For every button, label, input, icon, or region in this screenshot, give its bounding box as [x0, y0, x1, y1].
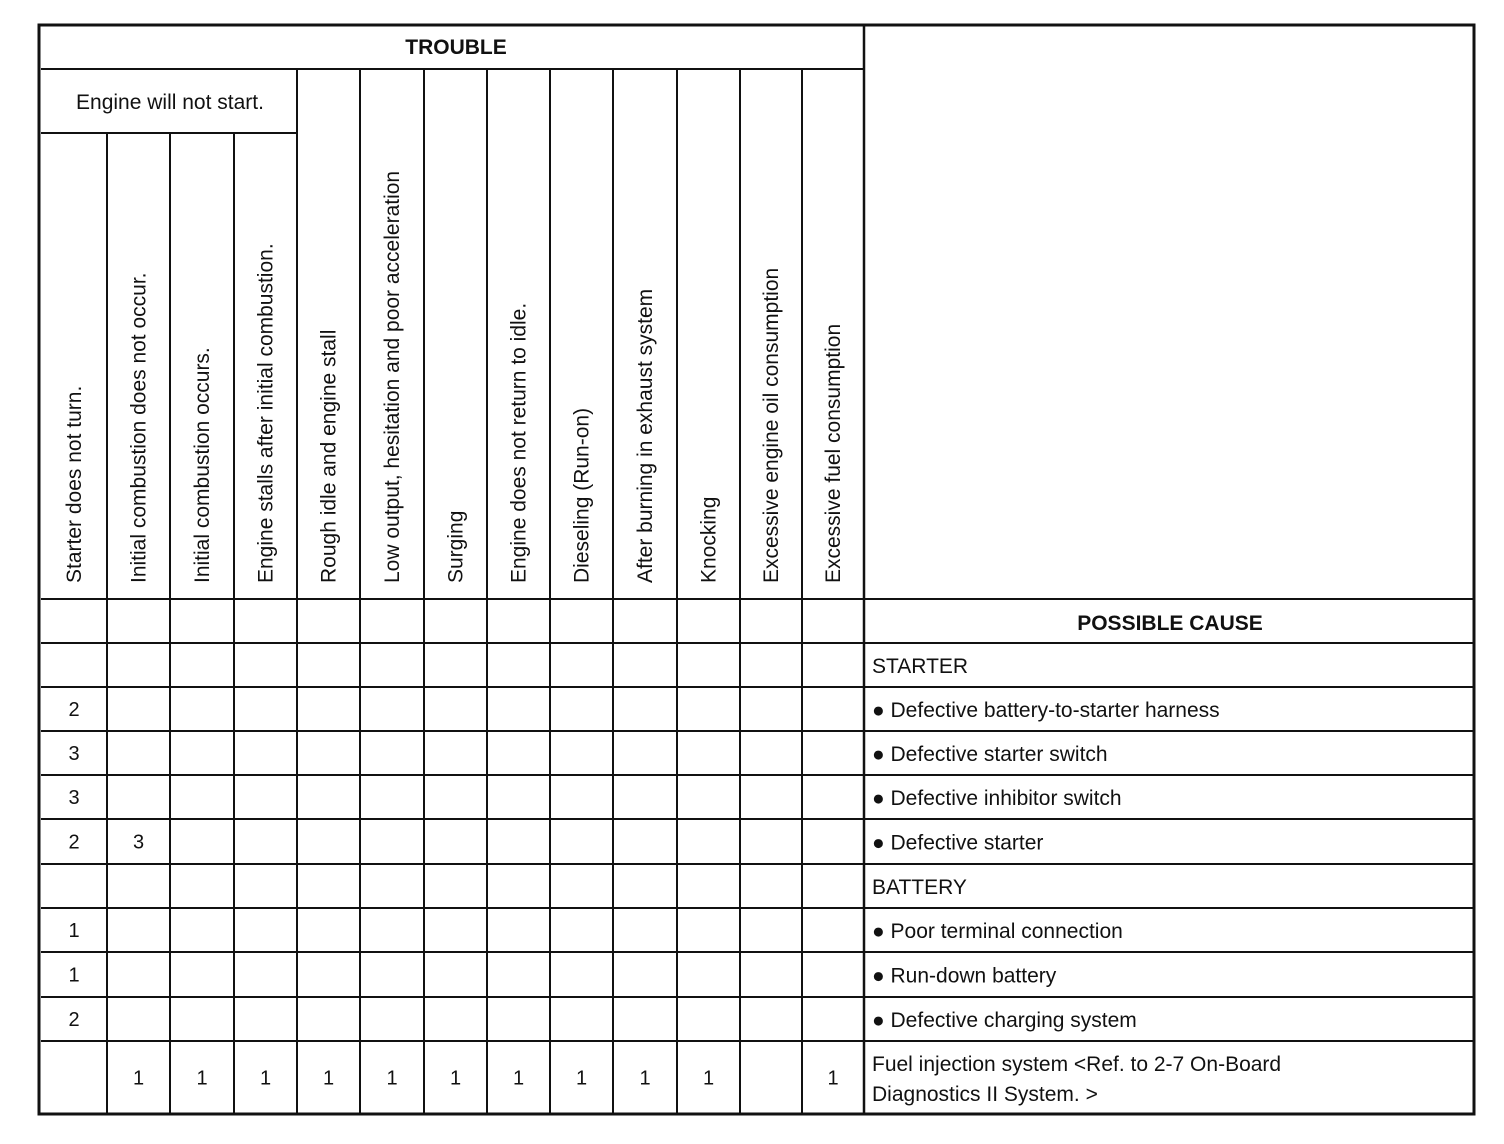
possible-cause-text: ● Defective inhibitor switch	[872, 787, 1122, 810]
rating-cell: 1	[322, 1067, 335, 1090]
possible-cause-text: ● Run-down battery	[872, 964, 1057, 988]
trouble-column-labels	[63, 171, 845, 583]
rating-cell: 2	[68, 831, 80, 854]
rating-cell: 1	[68, 964, 80, 987]
rating-cell: 1	[259, 1067, 272, 1090]
possible-cause-text: Diagnostics II System. >	[872, 1083, 1098, 1106]
trouble-column-label: Knocking	[697, 496, 721, 583]
trouble-column-label: Initial combustion occurs.	[191, 347, 214, 583]
possible-cause-heading: POSSIBLE CAUSE	[1077, 612, 1263, 635]
possible-cause-text: STARTER	[872, 655, 969, 678]
trouble-column-label: Low output, hesitation and poor acceleration	[381, 170, 404, 583]
rating-cell: 3	[68, 787, 80, 809]
trouble-column-label: Engine does not return to idle.	[507, 302, 531, 583]
trouble-column-label: Excessive engine oil consumption	[760, 267, 783, 583]
rating-cell: 3	[68, 743, 80, 765]
possible-cause-text: ● Poor terminal connection	[872, 920, 1123, 943]
rating-cell: 1	[512, 1067, 525, 1090]
rating-cell: 1	[639, 1067, 651, 1090]
rating-cell: 1	[132, 1067, 145, 1090]
possible-cause-text: BATTERY	[872, 876, 967, 899]
trouble-column-label: Starter does not turn.	[63, 385, 86, 583]
possible-cause-text: ● Defective battery-to-starter harness	[872, 699, 1220, 722]
table-body	[68, 655, 1281, 1106]
trouble-column-label: Excessive fuel consumption	[822, 323, 845, 583]
trouble-column-label: After burning in exhaust system	[634, 288, 657, 583]
rating-cell: 2	[68, 699, 80, 721]
trouble-column-label: Initial combustion does not occur.	[127, 272, 151, 583]
rating-cell: 1	[68, 920, 80, 942]
possible-cause-text: ● Defective starter	[872, 831, 1044, 855]
rating-cell: 1	[702, 1067, 715, 1090]
rating-cell: 1	[827, 1067, 839, 1090]
possible-cause-text: Fuel injection system <Ref. to 2-7 On-Board	[872, 1053, 1282, 1076]
trouble-column-label: Dieseling (Run-on)	[570, 407, 594, 583]
rating-cell: 1	[386, 1067, 398, 1090]
rating-cell: 2	[68, 1009, 80, 1031]
rating-cell: 1	[575, 1067, 588, 1090]
possible-cause-text: ● Defective charging system	[872, 1009, 1137, 1032]
rating-cell: 1	[196, 1067, 208, 1090]
engine-will-not-start-heading: Engine will not start.	[76, 91, 264, 114]
trouble-column-label: Engine stalls after initial combustion.	[254, 243, 278, 583]
rating-cell: 3	[132, 831, 145, 854]
trouble-column-label: Surging	[444, 510, 468, 583]
trouble-heading: TROUBLE	[405, 36, 507, 59]
possible-cause-text: ● Defective starter switch	[872, 743, 1108, 766]
trouble-column-label: Rough idle and engine stall	[317, 329, 341, 583]
rating-cell: 1	[449, 1067, 462, 1090]
